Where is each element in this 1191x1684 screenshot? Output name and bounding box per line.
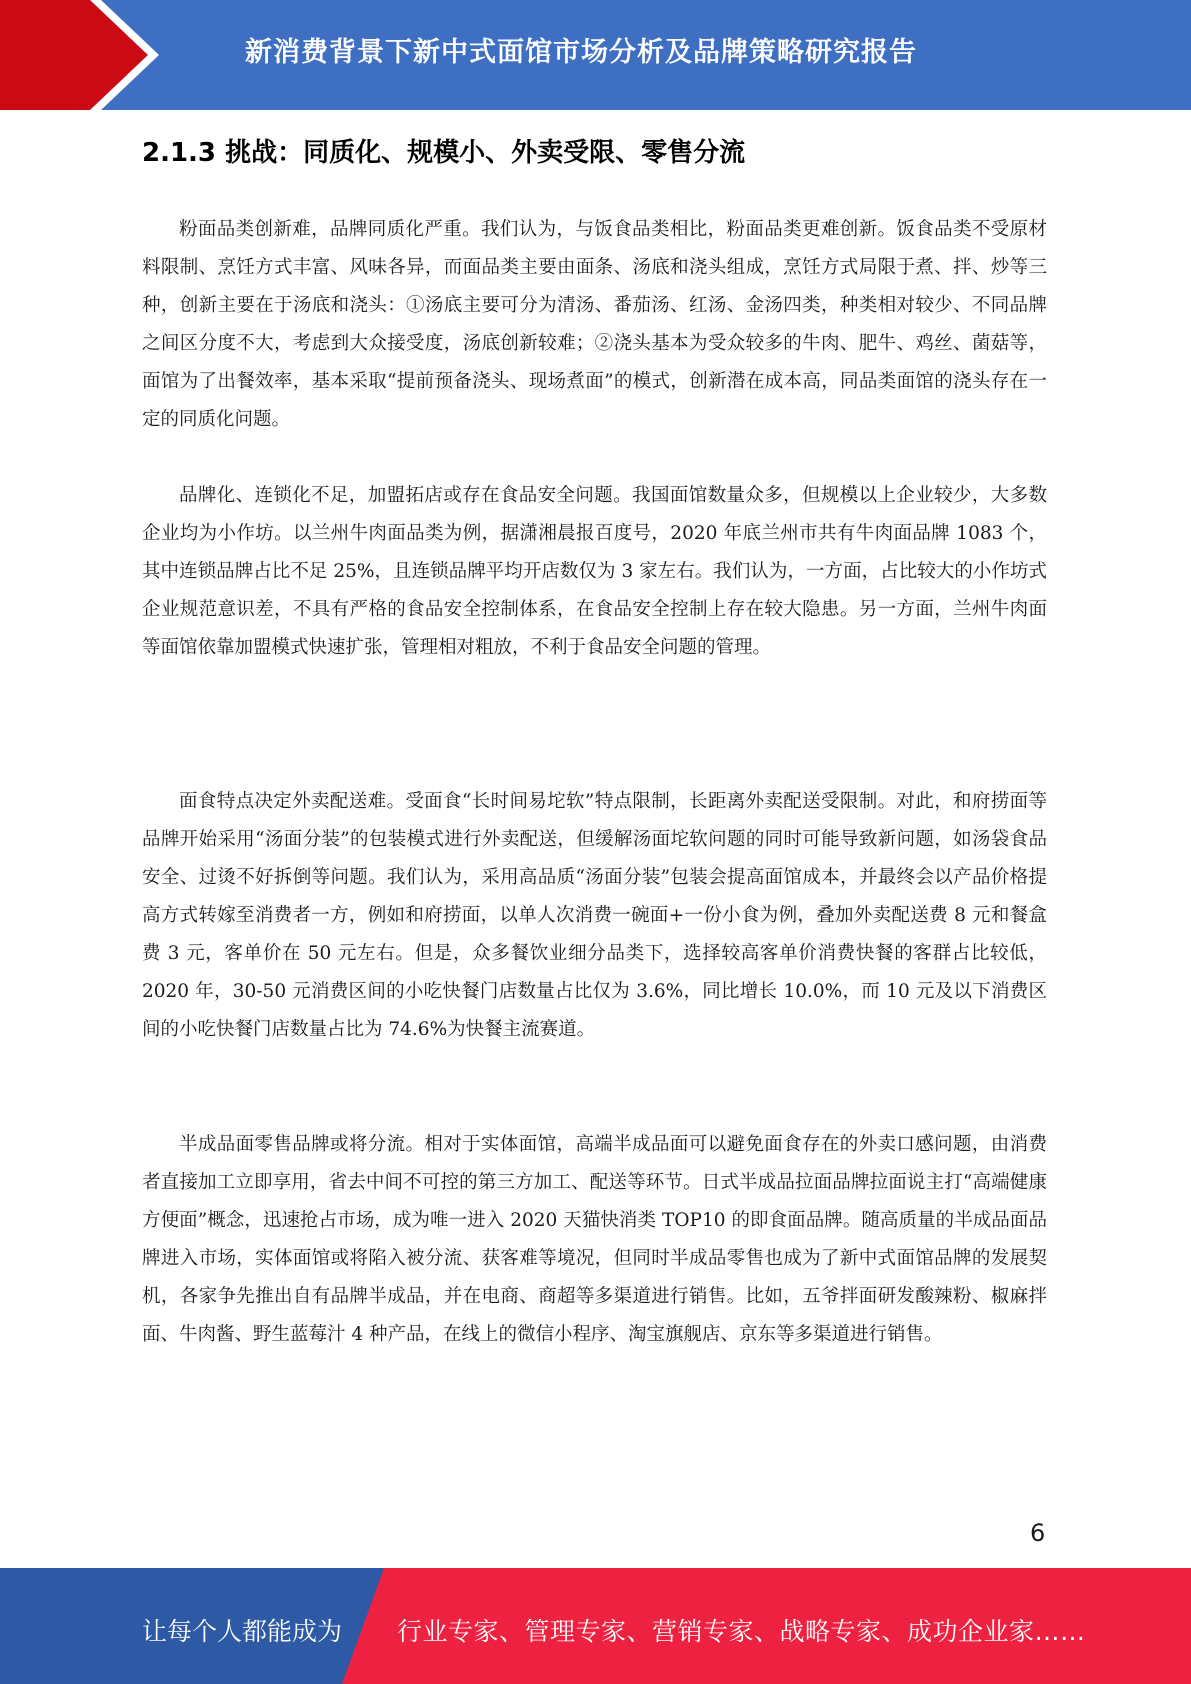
header-red-chevron — [0, 0, 148, 110]
report-title: 新消费背景下新中式面馆市场分析及品牌策略研究报告 — [245, 37, 917, 68]
page-footer — [0, 1568, 1191, 1684]
paragraph-delivery: 面食特点决定外卖配送难。受面食“长时间易坨软”特点限制，长距离外卖配送受限制。对此，和府捞面等品牌开始采用“汤面分装”的包装模式进行外卖配送，但缓解汤面坨软问题的同时可能导致新问题，如汤袋食品安全、过烫不好拆倒等问题。我们认为，采用高品质“汤面分装”包装会提高面馆成本，并最终会以产品价格提高方式转嫁至消费者一方，例如和府捞面，以单人次消费一碗面+一份小食为例，叠加外卖配送费 8 元和餐盒费 3 元，客单价在 50 元左右。但是，众多餐饮业细分品类下，选择较高客单价消费快餐的客群占比较低，2020 年，30-50 元消费区间的小吃快餐门店数量占比仅为 3.6%，同比增长 10.0%，而 10 元及以下消费区间的小吃快餐门店数量占比为 74.6%为快餐主流赛道。 — [142, 791, 1047, 1040]
section-heading: 2.1.3 挑战：同质化、规模小、外卖受限、零售分流 — [142, 138, 746, 168]
paragraph-homogenization: 粉面品类创新难，品牌同质化严重。我们认为，与饭食品类相比，粉面品类更难创新。饭食品类不受原材料限制、烹饪方式丰富、风味各异，而面品类主要由面条、汤底和浇头组成，烹饪方式局限于煮、拌、炒等三种，创新主要在于汤底和浇头：①汤底主要可分为清汤、番茄汤、红汤、金汤四类，种类相对较少、不同品牌之间区分度不大，考虑到大众接受度，汤底创新较难；②浇头基本为受众较多的牛肉、肥牛、鸡丝、菌菇等，面馆为了出餐效率，基本采取“提前预备浇头、现场煮面”的模式，创新潜在成本高，同品类面馆的浇头存在一定的同质化问题。 — [142, 219, 1047, 430]
paragraph-scale: 品牌化、连锁化不足，加盟拓店或存在食品安全问题。我国面馆数量众多，但规模以上企业较少，大多数企业均为小作坊。以兰州牛肉面品类为例，据潇湘晨报百度号，2020 年底兰州市共有牛肉面品牌 1083 个，其中连锁品牌占比不足 25%，且连锁品牌平均开店数仅为 3 家左右。我们认为，一方面，占比较大的小作坊式企业规范意识差，不具有严格的食品安全控制体系，在食品安全控制上存在较大隐患。另一方面，兰州牛肉面等面馆依靠加盟模式快速扩张，管理相对粗放，不利于食品安全问题的管理。 — [142, 485, 1047, 658]
paragraph-retail: 半成品面零售品牌或将分流。相对于实体面馆，高端半成品面可以避免面食存在的外卖口感问题，由消费者直接加工立即享用，省去中间不可控的第三方加工、配送等环节。日式半成品拉面品牌拉面说主打“高端健康方便面”概念，迅速抢占市场，成为唯一进入 2020 天猫快消类 TOP10 的即食面品牌。随高质量的半成品面品牌进入市场，实体面馆或将陷入被分流、获客难等境况，但同时半成品零售也成为了新中式面馆品牌的发展契机，各家争先推出自有品牌半成品，并在电商、商超等多渠道进行销售。比如，五爷拌面研发酸辣粉、椒麻拌面、牛肉酱、野生蓝莓汁 4 种产品，在线上的微信小程序、淘宝旗舰店、京东等多渠道进行销售。 — [142, 1134, 1047, 1345]
footer-slogan-right: 行业专家、管理专家、营销专家、战略专家、成功企业家…… — [397, 1617, 1086, 1646]
page-number: 6 — [1030, 1519, 1046, 1547]
footer-slogan-left: 让每个人都能成为 — [142, 1617, 343, 1646]
page-header — [0, 0, 1191, 110]
